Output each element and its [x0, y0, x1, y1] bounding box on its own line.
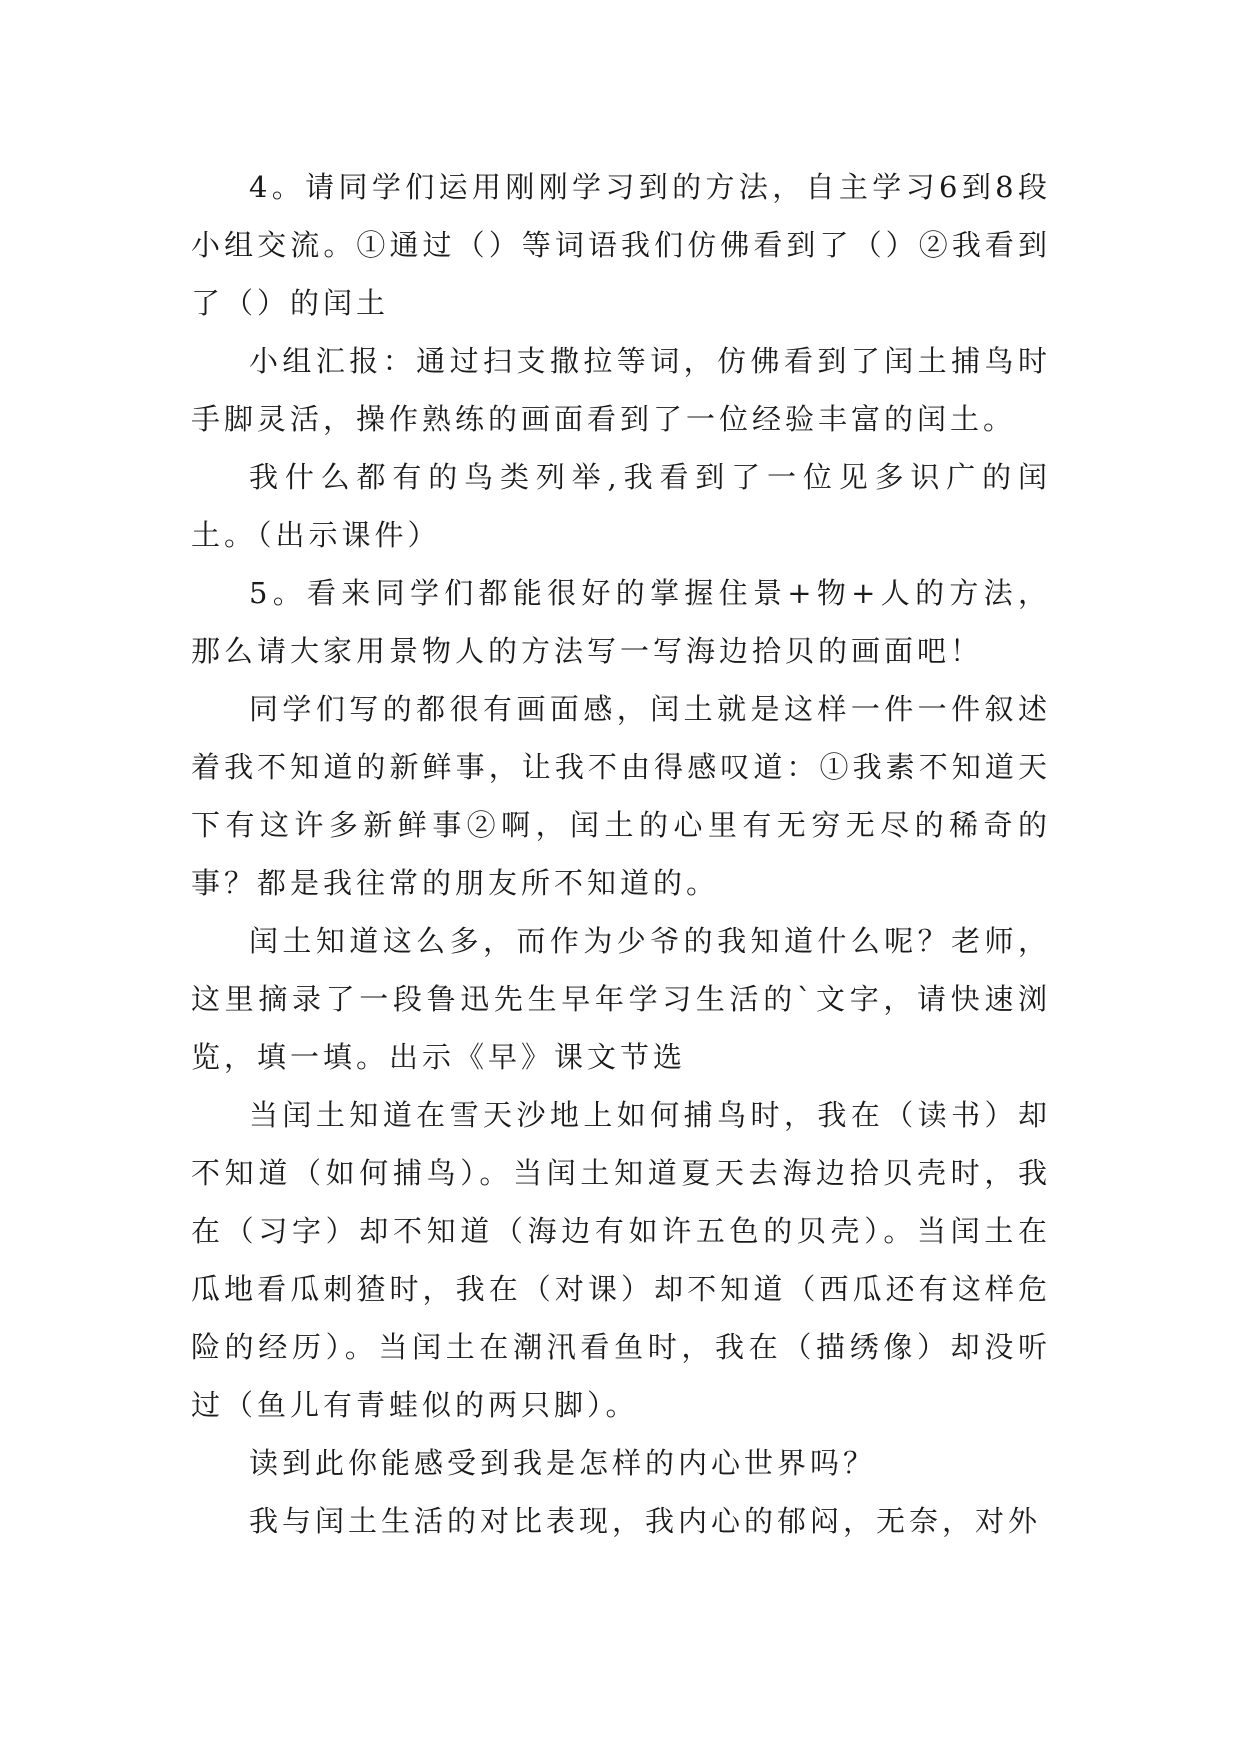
paragraph-step-5: 5。看来同学们都能很好的掌握住景+物+人的方法，那么请大家用景物人的方法写一写海边拾贝的画面吧！ [191, 576, 1051, 668]
document-body [191, 158, 1051, 1550]
paragraph-fill-in: 当闰土知道在雪天沙地上如何捕鸟时，我在（读书）却不知道（如何捕鸟）。当闰土知道夏天去海边拾贝壳时，我在（习字）却不知道（海边有如许五色的贝壳）。当闰土在瓜地看瓜刺猹时，我在（对课）却不知道（西瓜还有这样危险的经历）。当闰土在潮汛看鱼时，我在（描绣像）却没听过（鱼儿有青蛙似的两只脚）。 [191, 1098, 1051, 1422]
paragraph-bird-list: 我什么都有的鸟类列举,我看到了一位见多识广的闰土。（出示课件） [191, 460, 1051, 552]
paragraph-contrast: 我与闰土生活的对比表现，我内心的郁闷，无奈，对外 [249, 1504, 1042, 1538]
paragraph-narration: 同学们写的都很有画面感，闰土就是这样一件一件叙述着我不知道的新鲜事，让我不由得感叹道：①我素不知道天下有这许多新鲜事②啊，闰土的心里有无穷无尽的稀奇的事？都是我往常的朋友所不知道的。 [191, 692, 1051, 900]
paragraph-question: 闰土知道这么多，而作为少爷的我知道什么呢？老师，这里摘录了一段鲁迅先生早年学习生活的`文字，请快速浏览，填一填。出示《早》课文节选 [191, 924, 1051, 1074]
paragraph-step-4: 4。请同学们运用刚刚学习到的方法，自主学习6到8段小组交流。①通过（）等词语我们仿佛看到了（）②我看到了（）的闰土 [191, 170, 1051, 320]
paragraph-group-report: 小组汇报：通过扫支撒拉等词，仿佛看到了闰土捕鸟时手脚灵活，操作熟练的画面看到了一位经验丰富的闰土。 [191, 344, 1051, 436]
paragraph-inner-world: 读到此你能感受到我是怎样的内心世界吗？ [249, 1446, 877, 1480]
